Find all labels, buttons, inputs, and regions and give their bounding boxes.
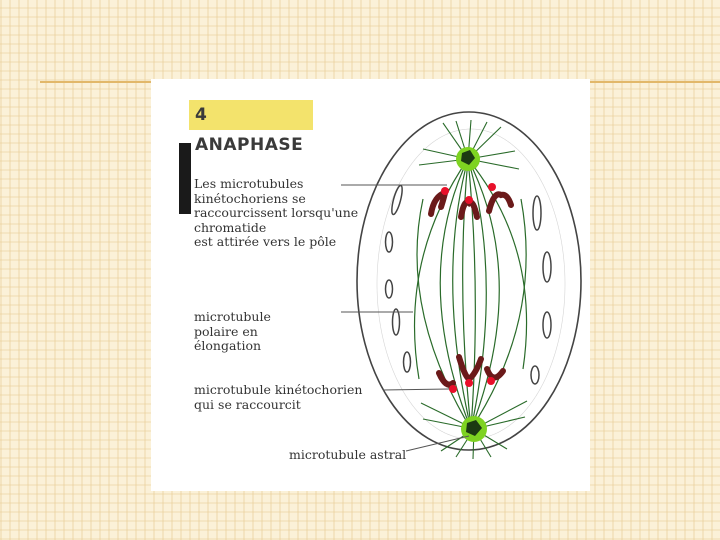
figure-heading: 4 ANAPHASE: [189, 100, 313, 130]
cell-diagram: [151, 79, 590, 491]
label-astral-microtubule: microtubule astral: [289, 447, 407, 462]
centrosome-top: [456, 147, 480, 171]
label-kinetochore-microtubule: microtubule kinétochorien qui se raccourcit: [194, 382, 363, 412]
label-kinetochore-shortening: Les microtubules kinétochoriens se raccourcissent lorsqu'une chromatide est attirée vers le pôle: [194, 176, 359, 249]
anaphase-figure: [151, 79, 590, 491]
centrosome-bottom: [461, 416, 487, 442]
organelles: [386, 185, 552, 384]
label-polar-microtubule: microtubule polaire en élongation: [194, 309, 271, 353]
cytoplasm-outline: [377, 129, 565, 439]
